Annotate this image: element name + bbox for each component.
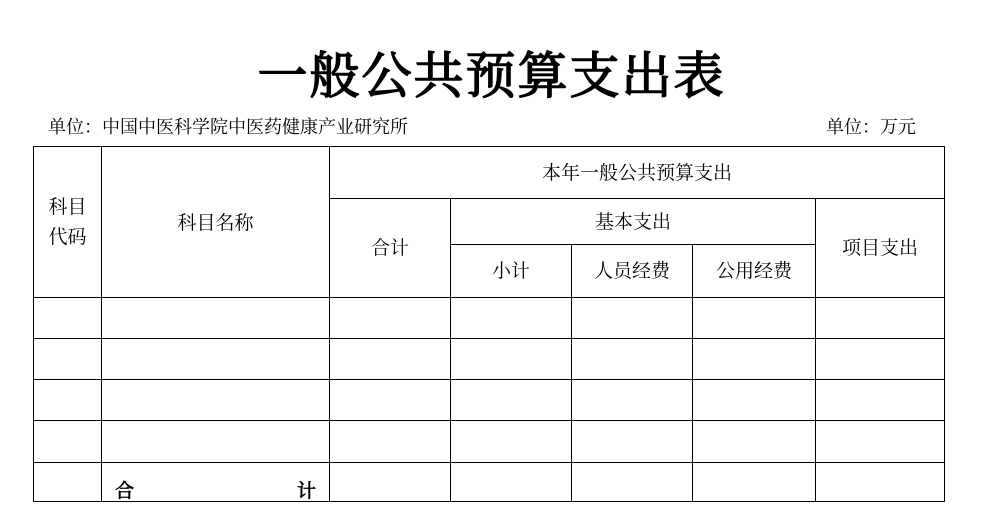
table-border-bottom [33,501,945,502]
total-row-label-ji: 计 [297,480,317,502]
header-public: 公用经费 [715,260,792,282]
header-subject-name: 科目名称 [177,212,254,234]
header-basic: 基本支出 [594,210,671,233]
header-total: 合计 [370,237,409,259]
row-divider [33,462,945,463]
row-divider [33,338,945,339]
unit-currency: 单位：万元 [826,117,916,138]
unit-organization: 单位：中国中医科学院中医药健康产业研究所 [48,117,408,138]
header-current-year: 本年一般公共预算支出 [541,161,732,184]
header-bottom [33,297,945,298]
total-row-label-he: 合 [115,480,135,502]
header-subject-code: 科目 代码 [48,195,87,248]
table-border-right [944,146,945,502]
header-subtotal: 小计 [491,260,530,282]
header-project: 项目支出 [841,237,918,259]
row-divider [33,420,945,421]
row-divider [33,379,945,380]
header-personnel: 人员经费 [593,260,670,282]
document-title: 一般公共预算支出表 [257,46,726,105]
